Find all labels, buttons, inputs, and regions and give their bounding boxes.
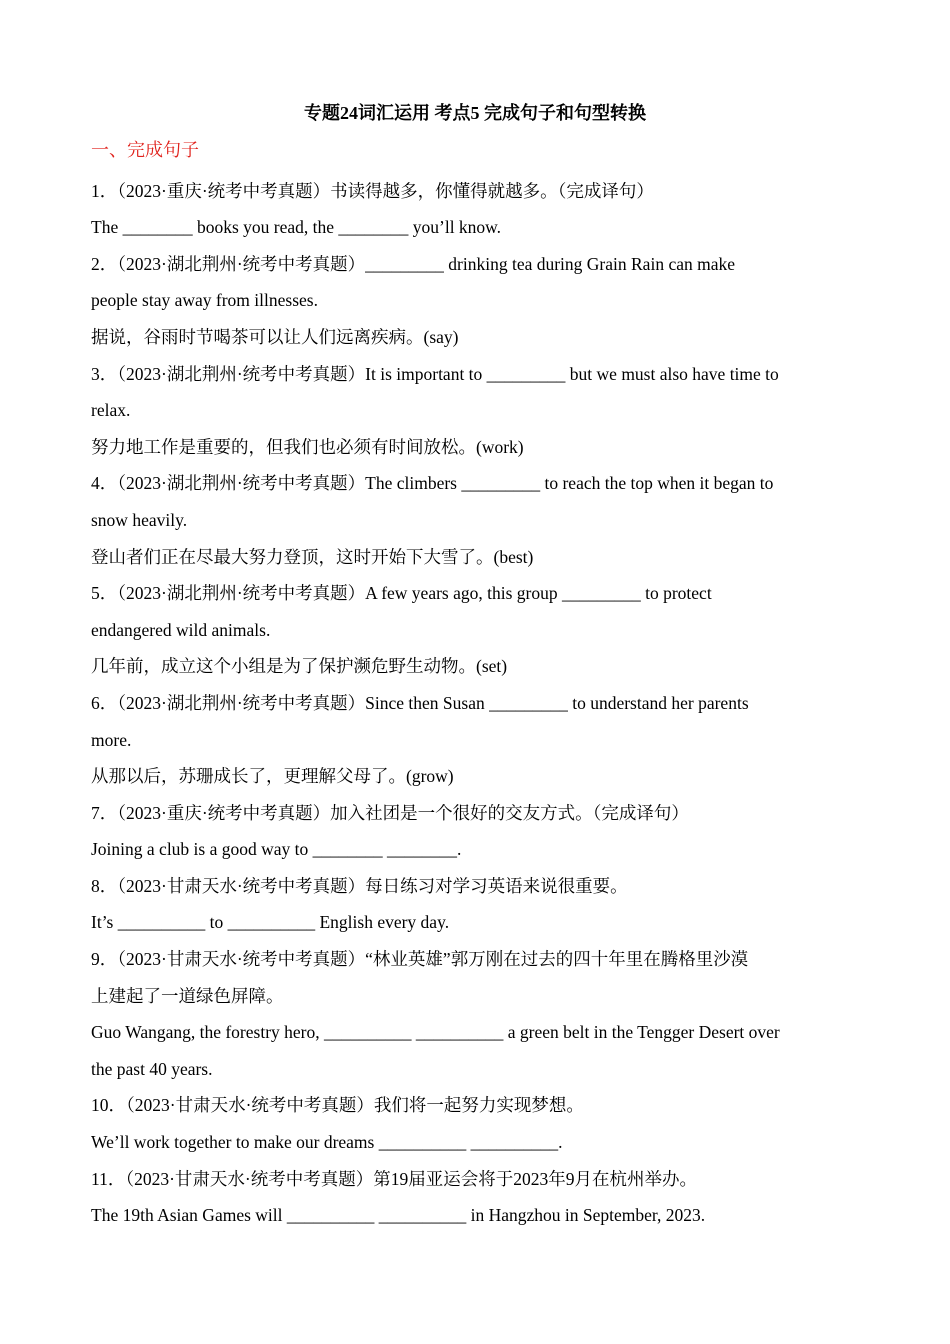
question-line: We’ll work together to make our dreams __________ __________. (91, 1132, 563, 1153)
question-line: 从那以后，苏珊成长了，更理解父母了。(grow) (91, 766, 454, 787)
section-heading: 一、完成句子 (91, 140, 199, 160)
question-line: Guo Wangang, the forestry hero, __________ __________ a green belt in the Tengger Desert over (91, 1022, 780, 1043)
question-item (91, 575, 861, 685)
question-item (91, 868, 861, 941)
question-line: more. (91, 729, 132, 750)
question-list (91, 173, 861, 1234)
question-item (91, 173, 861, 246)
question-line: 努力地工作是重要的，但我们也必须有时间放松。(work) (91, 436, 524, 457)
question-line: It’s __________ to __________ English every day. (91, 912, 450, 933)
question-line: 1．（2023·重庆·统考中考真题）书读得越多，你懂得就越多。（完成译句） (91, 180, 654, 201)
question-line: 上建起了一道绿色屏障。 (91, 985, 284, 1006)
question-line: snow heavily. (91, 509, 188, 530)
question-line: 5．（2023·湖北荆州·统考中考真题）A few years ago, this group _________ to protect (91, 583, 712, 604)
question-line: the past 40 years. (91, 1058, 213, 1079)
question-item (91, 246, 861, 356)
question-line: relax. (91, 400, 131, 421)
question-line: 6．（2023·湖北荆州·统考中考真题）Since then Susan _________ to understand her parents (91, 692, 749, 713)
question-line: 3．（2023·湖北荆州·统考中考真题）It is important to _________ but we must also have time to (91, 363, 779, 384)
question-item (91, 941, 861, 1087)
question-item (91, 1161, 861, 1234)
question-line: 据说，谷雨时节喝茶可以让人们远离疾病。(say) (91, 326, 459, 347)
question-line: 4．（2023·湖北荆州·统考中考真题）The climbers _________ to reach the top when it began to (91, 473, 774, 494)
question-line: Joining a club is a good way to ________ ________. (91, 839, 462, 860)
question-line: 8．（2023·甘肃天水·统考中考真题）每日练习对学习英语来说很重要。 (91, 875, 628, 896)
page-title: 专题24词汇运用 考点5 完成句子和句型转换 (304, 103, 646, 123)
question-line: The ________ books you read, the ________ you’ll know. (91, 217, 502, 238)
question-line: endangered wild animals. (91, 619, 271, 640)
question-item (91, 465, 861, 575)
question-item (91, 795, 861, 868)
question-line: 几年前，成立这个小组是为了保护濒危野生动物。(set) (91, 656, 508, 677)
question-line: 登山者们正在尽最大努力登顶，这时开始下大雪了。(best) (91, 546, 534, 567)
question-line: The 19th Asian Games will __________ __________ in Hangzhou in September, 2023. (91, 1205, 706, 1226)
question-item (91, 1087, 861, 1160)
question-line: people stay away from illnesses. (91, 290, 318, 311)
question-line: 10．（2023·甘肃天水·统考中考真题）我们将一起努力实现梦想。 (91, 1095, 584, 1116)
question-item (91, 356, 861, 466)
question-line: 7．（2023·重庆·统考中考真题）加入社团是一个很好的交友方式。（完成译句） (91, 802, 689, 823)
content-body (91, 136, 861, 1234)
question-line: 9．（2023·甘肃天水·统考中考真题）“林业英雄”郭万刚在过去的四十年里在腾格里沙漠 (91, 949, 749, 970)
question-item (91, 685, 861, 795)
question-line: 2．（2023·湖北荆州·统考中考真题）_________ drinking tea during Grain Rain can make (91, 253, 735, 274)
question-line: 11．（2023·甘肃天水·统考中考真题）第19届亚运会将于2023年9月在杭州举办。 (91, 1168, 698, 1189)
